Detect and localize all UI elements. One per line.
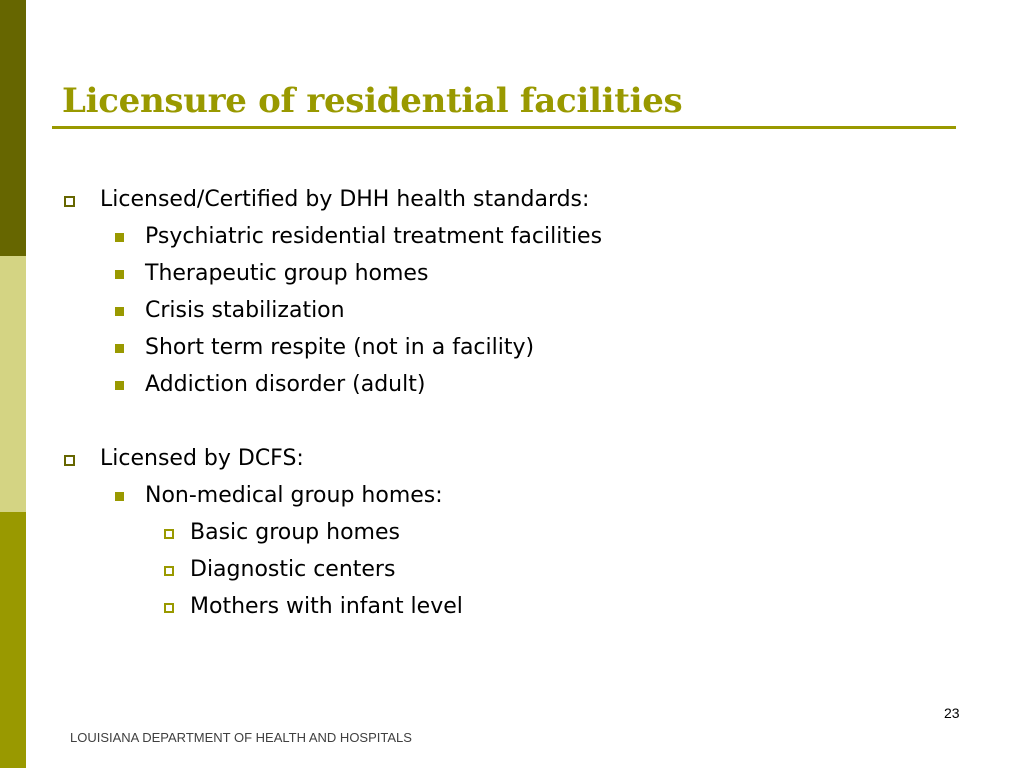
list-item xyxy=(0,255,1000,292)
slide-title: Licensure of residential facilities xyxy=(62,81,683,121)
sub-list-item xyxy=(0,551,1000,588)
list-item-text: Non-medical group homes: xyxy=(145,483,443,508)
list-item xyxy=(0,366,1000,403)
section-heading-text: Licensed/Certified by DHH health standards: xyxy=(100,187,590,212)
filled-square-bullet-icon xyxy=(115,233,124,242)
list-item xyxy=(0,292,1000,329)
page-number: 23 xyxy=(944,705,960,721)
list-item-text: Addiction disorder (adult) xyxy=(145,372,426,397)
filled-square-bullet-icon xyxy=(115,492,124,501)
section-heading xyxy=(0,181,1000,218)
filled-square-bullet-icon xyxy=(115,270,124,279)
list-item-text: Therapeutic group homes xyxy=(145,261,429,286)
filled-square-bullet-icon xyxy=(115,307,124,316)
list-item-text: Crisis stabilization xyxy=(145,298,345,323)
list-item xyxy=(0,329,1000,366)
list-item xyxy=(0,477,1000,514)
footer-text: LOUISIANA DEPARTMENT OF HEALTH AND HOSPITALS xyxy=(70,730,412,745)
section-spacer xyxy=(0,403,1000,440)
list-item-text: Psychiatric residential treatment facilities xyxy=(145,224,603,249)
sub-list-item xyxy=(0,588,1000,625)
title-underline xyxy=(52,126,956,129)
sub-list-item-text: Diagnostic centers xyxy=(190,557,396,582)
sub-list-item-text: Mothers with infant level xyxy=(190,594,463,619)
sub-list-item xyxy=(0,514,1000,551)
list-item xyxy=(0,218,1000,255)
filled-square-bullet-icon xyxy=(115,344,124,353)
hollow-square-bullet-icon xyxy=(164,603,174,613)
slide-content xyxy=(0,181,1000,625)
section-heading-text: Licensed by DCFS: xyxy=(100,446,304,471)
list-item-text: Short term respite (not in a facility) xyxy=(145,335,535,360)
filled-square-bullet-icon xyxy=(115,381,124,390)
hollow-square-bullet-icon xyxy=(164,529,174,539)
sub-list-item-text: Basic group homes xyxy=(190,520,400,545)
hollow-square-bullet-icon xyxy=(64,196,75,207)
hollow-square-bullet-icon xyxy=(64,455,75,466)
hollow-square-bullet-icon xyxy=(164,566,174,576)
section-heading xyxy=(0,440,1000,477)
